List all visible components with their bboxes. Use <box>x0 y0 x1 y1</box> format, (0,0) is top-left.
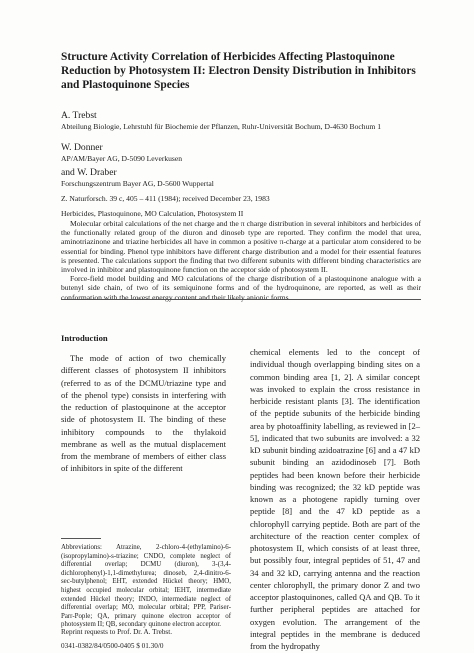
abstract <box>61 219 421 302</box>
citation-line: Z. Naturforsch. 39 c, 405 – 411 (1984); received December 23, 1983 <box>61 194 270 203</box>
keywords-line: Herbicides, Plastoquinone, MO Calculation, Photosystem II <box>61 209 244 218</box>
right-column-text: chemical elements led to the concept of individual though overlapping binding sites on a common binding area [1, 2]. A similar concept was invoked to explain the cross resistance in herbicide resistant plants [3]. The identification of the peptide subunits of the herbicide binding area by photoaffinity labelling, as reviewed in [2–5], indicated that two subunits are involved: a 32 kD subunit binding azidoatrazine [6] and a 47 kD subunit binding an azidodinoseb [7]. Both peptides had been known before their herbicide binding was recognized; the 32 kD peptide was known as a photogene rapidly turning over peptide [8] and the 47 kD peptide as a chlorophyll carrying peptide. Both are part of the architecture of the reaction center complex of photosystem II, which consists of at least three, but possibly four, integral peptides of 51, 47 and 34 and 32 kD, carrying antenna and the reaction center chlorophyll, the primary donor Z and two acceptor plastoquinones, called QA and QB. To it further peripheral peptides are attached for oxygen evolution. The arrangement of the integral peptides in the membrane is deduced from the hydropathy <box>250 347 420 651</box>
affiliation-2: AP/AM/Bayer AG, D-5090 Leverkusen <box>61 154 183 163</box>
footnote-divider <box>61 538 101 539</box>
abstract-divider <box>61 299 421 300</box>
abstract-paragraph-2: Force-field model building and MO calculations of the charge distribution of a plastoquinone analogue with a butenyl side chain, of two of its semiquinone forms and of the hydroquinone, are reported, as well as their conformation with the lowest energy content and their likely anionic forms. <box>61 274 421 302</box>
left-column-text: The mode of action of two chemically different classes of photosystem II inhibitors (referred to as of the DCMU/triazine type and of the phenol type) consists in interfering with the reduction of plastoquinone at the acceptor side of photosystem II. The binding of these inhibitory compounds to the thylakoid membrane as well as the mutual displacement from the membrane of members of either class of inhibitors in spite of the different <box>61 353 226 474</box>
affiliation-3: Forschungszentrum Bayer AG, D-5600 Wuppertal <box>61 179 214 188</box>
author-3: and W. Draber <box>61 167 117 178</box>
paper-title: Structure Activity Correlation of Herbicides Affecting Plastoquinone Reduction by Photosystem II: Electron Density Distribution in Inhibitors and Plastoquinone Species <box>61 51 416 91</box>
right-column <box>250 346 420 652</box>
abbreviations-footnote: Abbreviations: Atrazine, 2-chloro-4-(ethylamino)-6-(isopropylamino)-s-triazine; CNDO, complete neglect of differential overlap; DCMU (diuron), 3-(3,4-dichlorophenyl)-1,1-dimethylurea; dinoseb, 2,4-dinitro-6-sec-butylphenol; EHT, extended Hückel theory; HMO, highest occupied molecular orbital; IEHT, intermediate extended Hückel theory; INDO, intermediate neglect of differential overlap; MO, molecular orbital; PPP, Pariser-Parr-Pople; QA, primary quinone electron acceptor of photosystem II; QB, secondary quinone electron acceptor. <box>61 544 231 629</box>
affiliation-1: Abteilung Biologie, Lehrstuhl für Biochemie der Pflanzen, Ruhr-Universität Bochum, D-4630 Bochum 1 <box>61 122 381 131</box>
author-2: W. Donner <box>61 142 103 153</box>
article-code: 0341-0382/84/0500-0405 $ 01.30/0 <box>61 642 164 650</box>
reprint-note: Reprint requests to Prof. Dr. A. Trebst. <box>61 628 173 636</box>
author-1: A. Trebst <box>61 110 97 121</box>
left-column <box>61 352 226 475</box>
abstract-paragraph-1: Molecular orbital calculations of the net charge and the π charge distribution in several inhibitors and herbicides of the functionally related group of the diuron and dinoseb type are reported. They confirm the model that urea, aminotriazinone and triazine herbicides all have in common a positive π-charge at a particular atom considered to be essential for binding. Phenol type inhibitors have different charge distribution and a model for their essential features is presented. The calculations support the finding that two different subunits with different binding characteristics are involved in inhibitor and plastoquinone function on the acceptor side of photosystem II. <box>61 219 421 275</box>
section-heading: Introduction <box>61 333 108 343</box>
